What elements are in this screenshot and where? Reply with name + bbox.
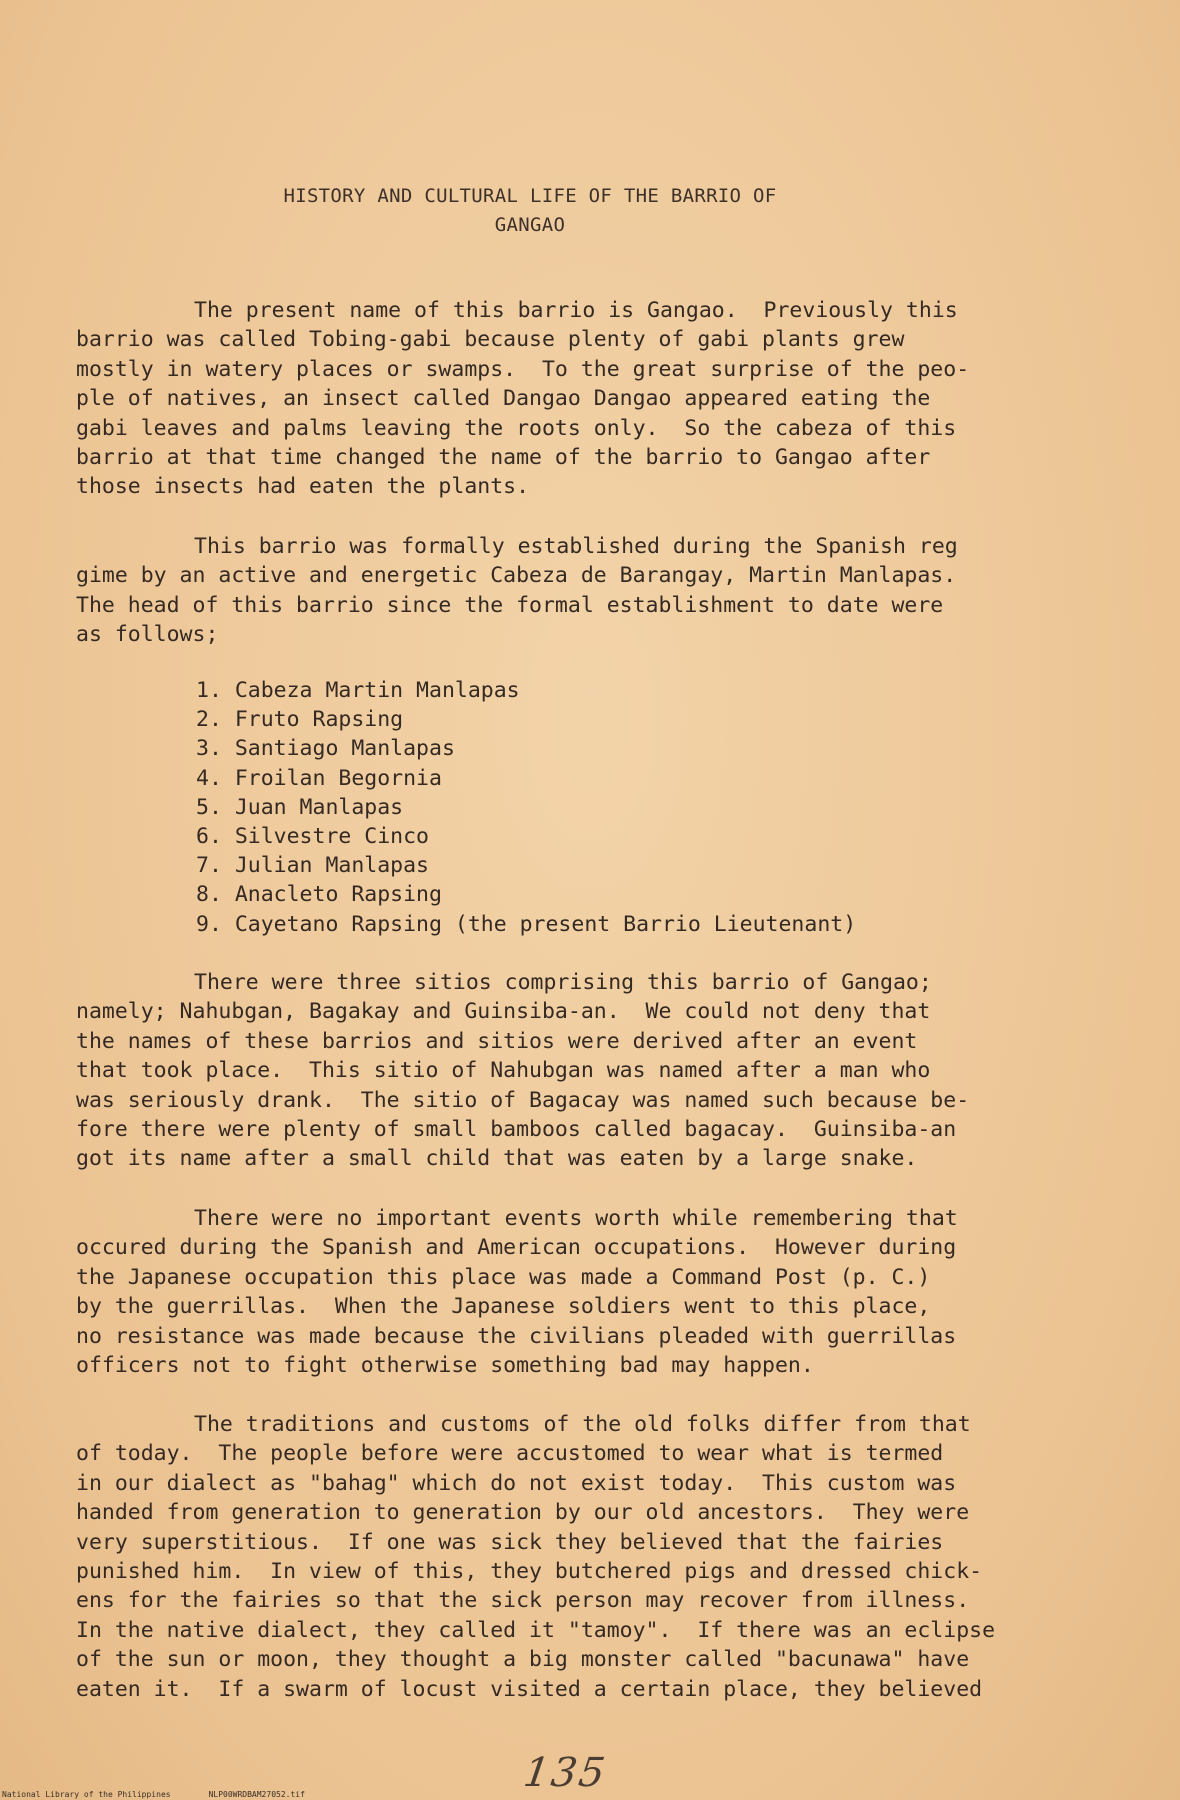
- paragraph-3: [76, 968, 1116, 1174]
- footer-library: National Library of the Philippines: [2, 1790, 171, 1799]
- title-line-2: GANGAO: [494, 214, 566, 236]
- barrio-heads-list: [196, 676, 856, 939]
- list-item: 9. Cayetano Rapsing (the present Barrio Lieutenant): [196, 911, 857, 937]
- list-item: 6. Silvestre Cinco: [196, 824, 429, 850]
- paragraph-2-text: This barrio was formally established during the Spanish reg gime by an active and energetic Cabeza de Barangay, Martin Manlapas. The head of this barrio since the formal establishment to date were as follows;: [76, 534, 958, 648]
- paragraph-1-text: The present name of this barrio is Gangao. Previously this barrio was called Tobing-gabi because plenty of gabi plants grew mostly in watery places or swamps. To the great surprise of the peo- ple of natives, an insect called Dangao Dangao appeared eating the gabi leaves and palms leaving the roots only. So the cabeza of this barrio at that time changed the name of the barrio to Gangao after those insects had eaten the plants.: [76, 298, 970, 500]
- paragraph-1: [76, 296, 1116, 502]
- title-line-1: HISTORY AND CULTURAL LIFE OF THE BARRIO OF: [283, 185, 777, 207]
- paragraph-2: [76, 532, 1116, 650]
- paragraph-4: [76, 1204, 1116, 1380]
- paragraph-5-text: The traditions and customs of the old folks differ from that of today. The people before were accustomed to wear what is termed in our dialect as "bahag" which do not exist today. This custom was handed from generation to generation by our old ancestors. They were very superstitious. If one was sick they believed that the fairies punished him. In view of this, they butchered pigs and dressed chick- ens for the fairies so that the sick person may recover from illness. In the native dialect, they called it "tamoy". If there was an eclipse of the sun or moon, they thought a big monster called "bacunawa" have eaten it. If a swarm of locust visited a certain place, they believed: [76, 1412, 996, 1702]
- paragraph-3-text: There were three sitios comprising this barrio of Gangao; namely; Nahubgan, Bagakay and Guinsiba-an. We could not deny that the names of these barrios and sitios were derived after an event that took place. This sitio of Nahubgan was named after a man who was seriously drank. The sitio of Bagacay was named such because be- fore there were plenty of small bamboos called bagacay. Guinsiba-an got its name after a small child that was eaten by a large snake.: [76, 970, 970, 1172]
- scan-footer: [0, 1789, 1180, 1800]
- document-title: [190, 182, 870, 240]
- list-item: 2. Fruto Rapsing: [196, 707, 404, 733]
- paragraph-5: [76, 1410, 1116, 1704]
- paragraph-4-text: There were no important events worth while remembering that occured during the Spanish and American occupations. However during the Japanese occupation this place was made a Command Post (p. C.) by the guerrillas. When the Japanese soldiers went to this place, no resistance was made because the civilians pleaded with guerrillas officers not to fight otherwise something bad may happen.: [76, 1206, 958, 1379]
- list-item: 4. Froilan Begornia: [196, 765, 442, 791]
- list-item: 8. Anacleto Rapsing: [196, 882, 442, 908]
- list-item: 3. Santiago Manlapas: [196, 736, 455, 762]
- page-number: 135: [520, 1750, 610, 1796]
- list-item: 7. Julian Manlapas: [196, 853, 429, 879]
- list-item: 1. Cabeza Martin Manlapas: [196, 678, 520, 703]
- footer-filename: NLP00WRDBAM27052.tif: [208, 1790, 305, 1799]
- list-item: 5. Juan Manlapas: [196, 794, 404, 820]
